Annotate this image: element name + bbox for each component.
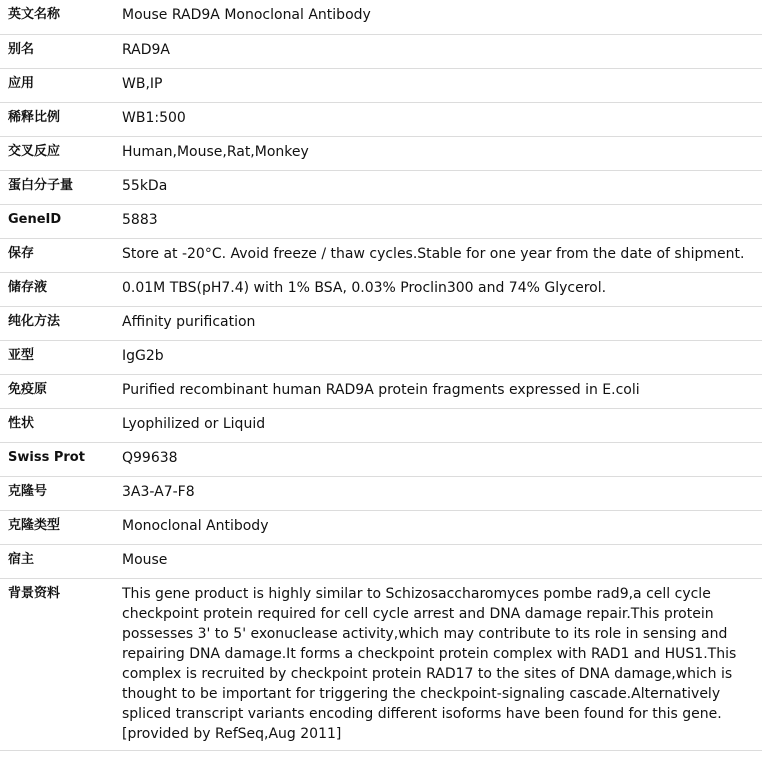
- spec-row-swiss-prot: [0, 442, 762, 476]
- spec-row-alias: [0, 34, 762, 68]
- spec-value: WB,IP: [114, 68, 762, 102]
- spec-value: Human,Mouse,Rat,Monkey: [114, 136, 762, 170]
- spec-label: 稀释比例: [0, 102, 114, 136]
- spec-row-storage-buffer: [0, 272, 762, 306]
- spec-row-english-name: [0, 0, 762, 34]
- spec-label: 纯化方法: [0, 306, 114, 340]
- spec-label: 交叉反应: [0, 136, 114, 170]
- spec-row-form: [0, 408, 762, 442]
- spec-row-immunogen: [0, 374, 762, 408]
- spec-row-background: [0, 578, 762, 750]
- spec-row-gene-id: [0, 204, 762, 238]
- spec-label: 克隆类型: [0, 510, 114, 544]
- spec-label: GeneID: [0, 204, 114, 238]
- spec-value: RAD9A: [114, 34, 762, 68]
- spec-row-purification: [0, 306, 762, 340]
- spec-value: Lyophilized or Liquid: [114, 408, 762, 442]
- spec-value: Store at -20°C. Avoid freeze / thaw cycles.Stable for one year from the date of shipment.: [114, 238, 762, 272]
- spec-label: 宿主: [0, 544, 114, 578]
- spec-value: 0.01M TBS(pH7.4) with 1% BSA, 0.03% Proclin300 and 74% Glycerol.: [114, 272, 762, 306]
- spec-value: Monoclonal Antibody: [114, 510, 762, 544]
- spec-value: This gene product is highly similar to Schizosaccharomyces pombe rad9,a cell cycle checkpoint protein required for cell cycle arrest and DNA damage repair.This protein possesses 3' to 5' exonuclease activity,which may contribute to its role in sensing and repairing DNA damage.It forms a checkpoint protein complex with RAD1 and HUS1.This complex is recruited by checkpoint protein RAD17 to the sites of DNA damage,which is thought to be important for triggering the checkpoint-signaling cascade.Alternatively spliced transcript variants encoding different isoforms have been found for this gene.[provided by RefSeq,Aug 2011]: [114, 578, 762, 750]
- spec-row-dilution: [0, 102, 762, 136]
- spec-value: 3A3-A7-F8: [114, 476, 762, 510]
- spec-row-cross-reactivity: [0, 136, 762, 170]
- spec-row-molecular-weight: [0, 170, 762, 204]
- spec-row-clone-type: [0, 510, 762, 544]
- spec-label: 免疫原: [0, 374, 114, 408]
- spec-label: 英文名称: [0, 0, 114, 34]
- spec-row-isotype: [0, 340, 762, 374]
- spec-value: WB1:500: [114, 102, 762, 136]
- spec-value: Purified recombinant human RAD9A protein fragments expressed in E.coli: [114, 374, 762, 408]
- spec-row-storage: [0, 238, 762, 272]
- spec-label: Swiss Prot: [0, 442, 114, 476]
- spec-label: 别名: [0, 34, 114, 68]
- spec-value: 5883: [114, 204, 762, 238]
- spec-value: Mouse: [114, 544, 762, 578]
- spec-row-clone-number: [0, 476, 762, 510]
- spec-label: 克隆号: [0, 476, 114, 510]
- spec-label: 保存: [0, 238, 114, 272]
- spec-label: 蛋白分子量: [0, 170, 114, 204]
- spec-value: Mouse RAD9A Monoclonal Antibody: [114, 0, 762, 34]
- spec-label: 储存液: [0, 272, 114, 306]
- spec-value: Q99638: [114, 442, 762, 476]
- spec-row-application: [0, 68, 762, 102]
- spec-value: IgG2b: [114, 340, 762, 374]
- spec-label: 性状: [0, 408, 114, 442]
- spec-value: Affinity purification: [114, 306, 762, 340]
- spec-value: 55kDa: [114, 170, 762, 204]
- spec-label: 应用: [0, 68, 114, 102]
- spec-row-host: [0, 544, 762, 578]
- spec-label: 亚型: [0, 340, 114, 374]
- spec-label: 背景资料: [0, 578, 114, 750]
